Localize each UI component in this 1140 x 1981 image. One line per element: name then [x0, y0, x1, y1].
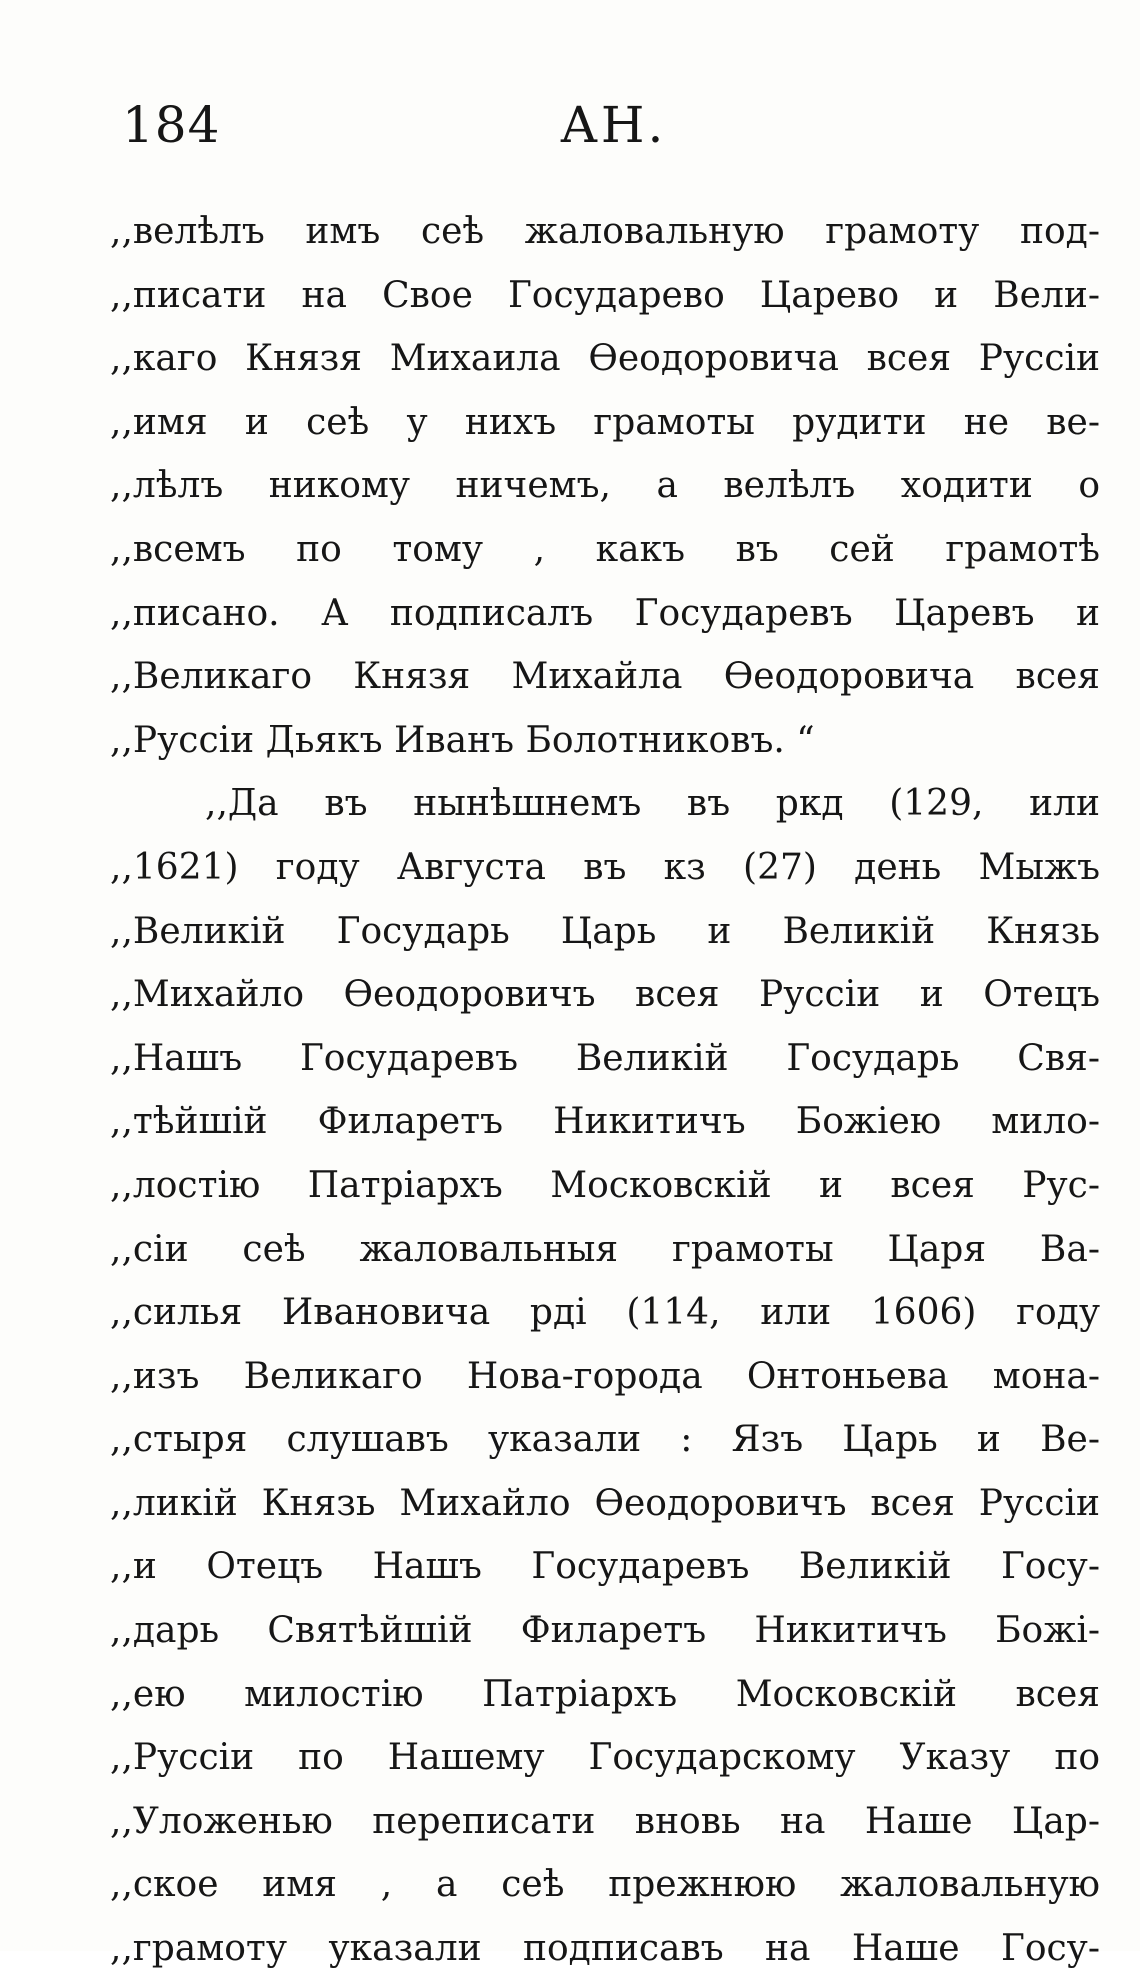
text-line: ,,Великiй Государь Царь и Великiй Князь [110, 910, 1100, 952]
paragraph-first-line: ,,Да въ нынѣшнемъ въ ркд (129, или [205, 783, 1100, 825]
text-line: ,,ликiй Князь Михайло Өеодоровичъ всея Руссiи [110, 1482, 1100, 1524]
text-line: ,,ею милостiю Патрiархъ Московскiй всея [110, 1673, 1100, 1715]
text-line: ,,дарь Святѣйшiй Филаретъ Никитичъ Божi- [110, 1610, 1100, 1652]
text-line: ,,ское имя , а сеѣ прежнюю жаловальную [110, 1864, 1100, 1906]
text-line: ,,и Отецъ Нашъ Государевъ Великiй Госу- [110, 1546, 1100, 1588]
text-line: ,,силья Ивановича рдi (114, или 1606) году [110, 1292, 1100, 1334]
text-line: ,,имя и сеѣ у нихъ грамоты рудити не ве- [110, 401, 1100, 443]
text-line: ,,изъ Великаго Нова-города Онтоньева мона- [110, 1355, 1100, 1397]
text-line: ,,тѣйшiй Филаретъ Никитичъ Божiею мило- [110, 1101, 1100, 1143]
text-line: ,,Уложенью переписати вновь на Наше Цар- [110, 1800, 1100, 1842]
text-line: ,,грамоту указали подписавъ на Наше Госу- [110, 1928, 1100, 1970]
text-line: ,,лѣлъ никому ничемъ, а велѣлъ ходити о [110, 465, 1100, 507]
running-head: АН. [560, 96, 667, 154]
text-line: ,,1621) году Августа въ кз (27) день Мыжъ [110, 846, 1100, 888]
text-line: ,,велѣлъ имъ сеѣ жаловальную грамоту под- [110, 211, 1100, 252]
text-line: ,,всемъ по тому , какъ въ сей грамотѣ [110, 528, 1100, 570]
body-text [110, 200, 1100, 1981]
text-line: ,,Михайло Өеодоровичъ всея Руссiи и Отецъ [110, 974, 1100, 1016]
text-line: ,,Руссiи Дьякъ Иванъ Болотниковъ. “ [110, 719, 815, 761]
text-line: ,,сiи сеѣ жаловальныя грамоты Царя Ва- [110, 1228, 1100, 1270]
text-line: ,,писати на Свое Государево Царево и Вели- [110, 274, 1100, 316]
text-line: ,,Великаго Князя Михайла Өеодоровича всея [110, 656, 1100, 698]
text-line: ,,Нашъ Государевъ Великiй Государь Свя- [110, 1037, 1100, 1079]
page-number: 184 [122, 96, 221, 154]
text-line: ,,каго Князя Михаила Өеодоровича всея Руссiи [110, 338, 1100, 380]
text-line: ,,стыря слушавъ указали : Язъ Царь и Ве- [110, 1419, 1100, 1461]
text-line: ,,лостiю Патрiархъ Московскiй и всея Рус- [110, 1164, 1100, 1206]
text-line: ,,писано. А подписалъ Государевъ Царевъ и [110, 592, 1100, 634]
text-line: ,,Руссiи по Нашему Государскому Указу по [110, 1737, 1100, 1779]
